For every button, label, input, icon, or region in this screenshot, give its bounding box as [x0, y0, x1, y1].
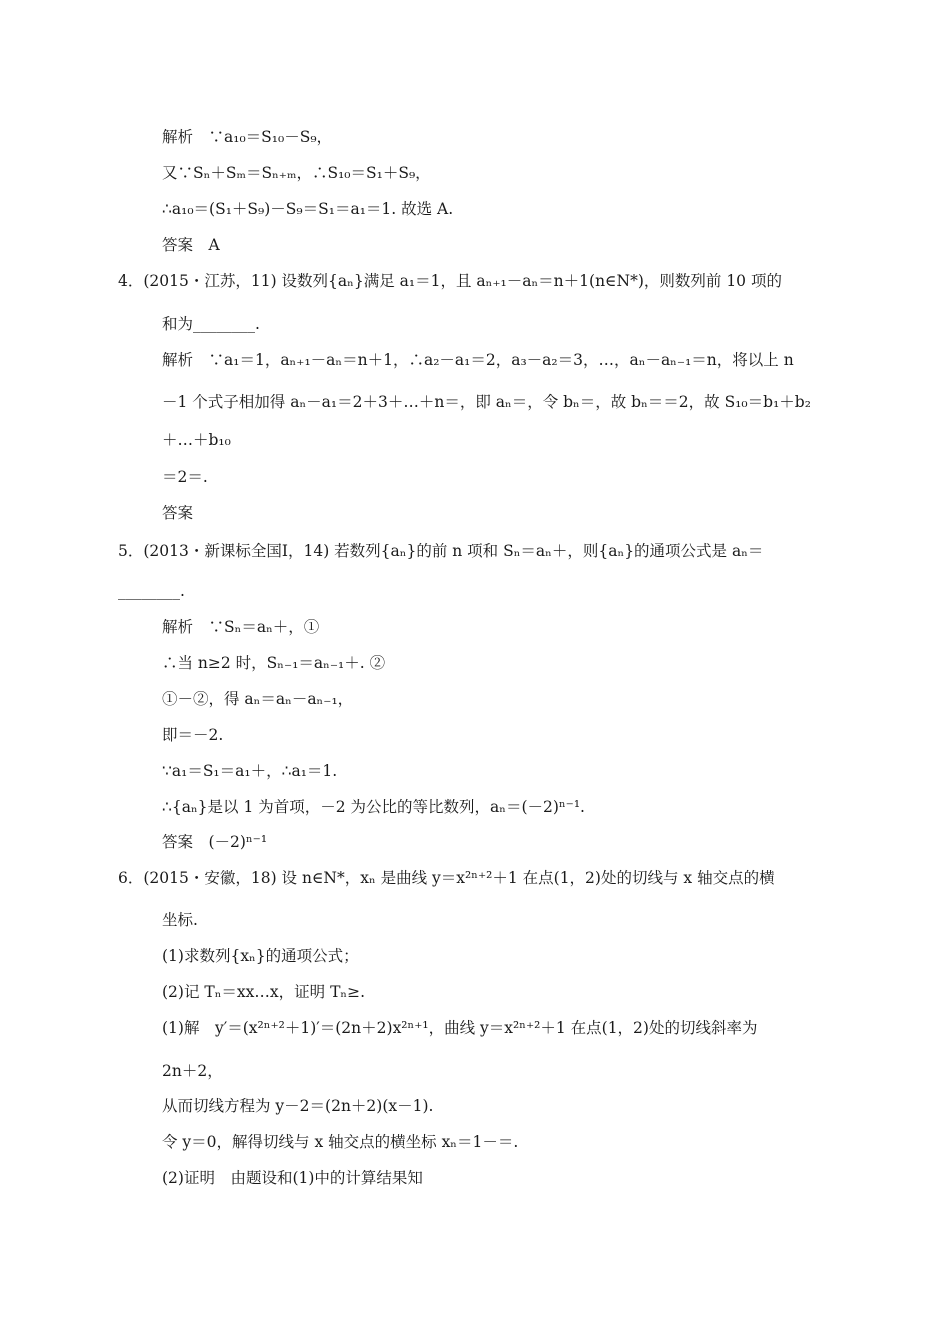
- text-line: ∴{aₙ}是以 1 为首项，－2 为公比的等比数列，aₙ＝(－2)ⁿ⁻¹.: [162, 798, 585, 816]
- text-line: 令 y＝0，解得切线与 x 轴交点的横坐标 xₙ＝1－＝.: [162, 1133, 519, 1151]
- text-line: 坐标.: [162, 911, 198, 929]
- text-line: ＝2＝.: [162, 468, 208, 486]
- text-line: 和为________.: [162, 315, 260, 333]
- text-line: (2)记 Tₙ＝xx…x，证明 Tₙ≥.: [162, 983, 366, 1001]
- text-line: 从而切线方程为 y－2＝(2n＋2)(x－1).: [162, 1097, 434, 1115]
- text-line: ∴当 n≥2 时，Sₙ₋₁＝aₙ₋₁＋. ②: [162, 654, 386, 672]
- text-line: ∵a₁＝S₁＝a₁＋，∴a₁＝1.: [162, 762, 338, 780]
- text-line: 解析 ∵a₁₀＝S₁₀－S₉，: [162, 128, 333, 146]
- text-line: －1 个式子相加得 aₙ－a₁＝2＋3＋…＋n＝，即 aₙ＝，令 bₙ＝，故 bₙ＝＝2，故 S₁₀＝b₁＋b₂: [162, 393, 811, 411]
- answer-line: 答案 A: [162, 236, 220, 254]
- text-line: 即＝－2.: [162, 726, 224, 744]
- problem-5: 5．(2013・新课标全国Ⅰ，14) 若数列{aₙ}的前 n 项和 Sₙ＝aₙ＋，则{aₙ}的通项公式是 aₙ＝: [118, 542, 764, 560]
- problem-6: 6．(2015・安徽，18) 设 n∈N*，xₙ 是曲线 y＝x²ⁿ⁺²＋1 在点(1，2)处的切线与 x 轴交点的横: [118, 869, 775, 887]
- text-line: 解析 ∵a₁＝1，aₙ₊₁－aₙ＝n＋1，∴a₂－a₁＝2，a₃－a₂＝3，…，aₙ－aₙ₋₁＝n，将以上 n: [162, 351, 794, 369]
- text-line: 又∵Sₙ＋Sₘ＝Sₙ₊ₘ，∴S₁₀＝S₁＋S₉，: [162, 164, 431, 182]
- text-line: ＋…＋b₁₀: [162, 431, 231, 449]
- answer-line: 答案 (－2)ⁿ⁻¹: [162, 833, 268, 851]
- text-line: ________.: [118, 582, 185, 600]
- text-line: ①－②，得 aₙ＝aₙ－aₙ₋₁，: [162, 690, 354, 708]
- problem-4: 4．(2015・江苏，11) 设数列{aₙ}满足 a₁＝1，且 aₙ₊₁－aₙ＝n＋1(n∈N*)，则数列前 10 项的: [118, 272, 782, 290]
- answer-line: 答案: [162, 504, 194, 522]
- text-line: (2)证明 由题设和(1)中的计算结果知: [162, 1169, 423, 1187]
- text-line: ∴a₁₀＝(S₁＋S₉)－S₉＝S₁＝a₁＝1. 故选 A.: [162, 200, 454, 218]
- text-line: (1)解 y′＝(x²ⁿ⁺²＋1)′＝(2n＋2)x²ⁿ⁺¹，曲线 y＝x²ⁿ⁺²＋1 在点(1，2)处的切线斜率为: [162, 1019, 758, 1037]
- text-line: 2n＋2，: [162, 1062, 223, 1080]
- text-line: (1)求数列{xₙ}的通项公式；: [162, 947, 359, 965]
- text-line: 解析 ∵Sₙ＝aₙ＋，①: [162, 618, 320, 636]
